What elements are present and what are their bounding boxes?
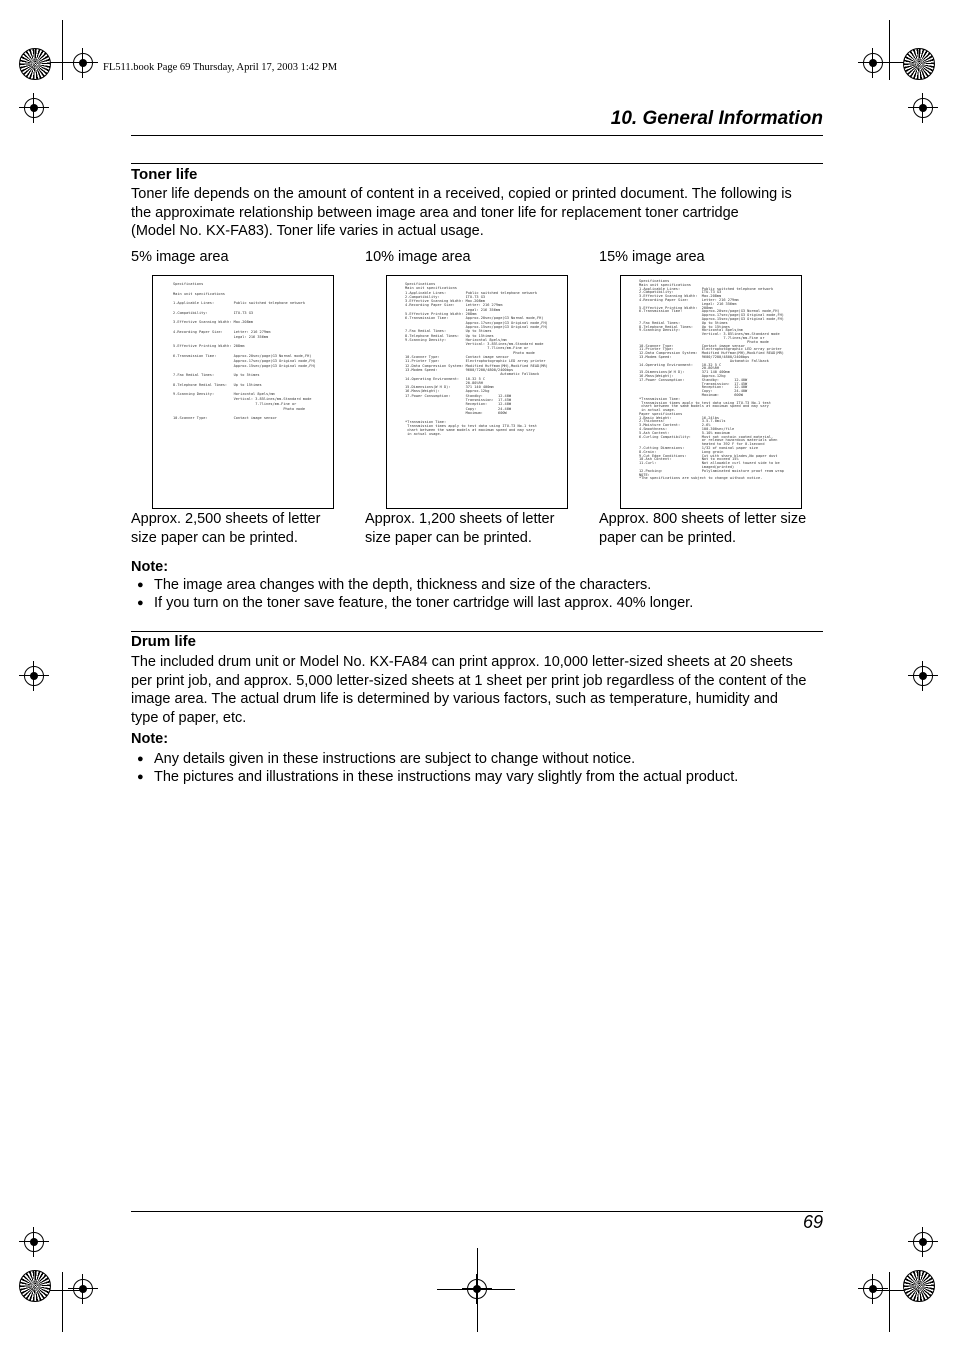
body-line: per print job, and approx. 5,000 letter-sized sheets at 1 sheet per print job regardless of the content of the [131,672,807,689]
intro-line: the approximate relationship between image area and toner life for replacement toner cartridge [131,204,739,221]
caption-line: Approx. 1,200 sheets of letter [365,511,555,527]
chapter-title: 10. General Information [610,108,823,129]
color-star-target-icon [19,1270,51,1302]
drum-note-heading: Note: [131,731,169,747]
sample-caption-5 [131,510,346,548]
intro-line: Toner life depends on the amount of content in a received, copied or printed document. The following is [131,186,792,202]
bullet-icon: ● [137,771,144,783]
crop-mark-bottom-center-h [437,1289,515,1290]
bullet-icon: ● [137,597,144,609]
crop-mark-top-left-v [62,20,63,80]
sample-label-10: 10% image area [365,249,471,265]
note-text: If you turn on the toner save feature, the toner cartridge will last approx. 40% longer. [154,595,694,611]
registration-target-icon [19,93,49,123]
header-rule [131,135,823,136]
note-text: The image area changes with the depth, thickness and size of the characters. [154,577,652,593]
caption-line: size paper can be printed. [131,530,298,546]
color-star-target-icon [903,48,935,80]
page-number: 69 [802,1212,823,1232]
caption-line: size paper can be printed. [365,530,532,546]
body-line: The included drum unit or Model No. KX-FA84 can print approx. 10,000 letter-sized sheets at 20 sheets [131,654,793,670]
registration-target-icon [858,48,888,78]
caption-line: Approx. 800 sheets of letter size [599,511,807,527]
sample-document-15-image: Specifications Main unit specifications 1.Applicable Lines: Public switched telephone network 2.Compatibility: ITU-T3 G3 3.Effective Scanning Width: Max.208mm 4.Recording Paper Size: Letter: 216 279mm Legal: 216 356mm 5.Effective Printing Width: 208mm 6.Transmission Time: Approx.20sec/page(G3 Normal mode,FH) Approx.17sec/page(G3 Original mode,FH) Approx.15sec/page(G3 Original mode,FH) 7.Fax Redial Times: Up to 5times 8.Telephone Redial Times: Up to 15times 9.Scanning Density: Horizontal 8pels/mm Vertical: 3.85lines/mm-Standard mode 7.7lines/mm-Fine or Photo mode 10.Scanner Type: Contact image sensor 11.Printer Type: Electrophotographic LED array printer 12.Data Compression System: Modified Huffman(MH),Modified READ(MR) 13.Modem Speed: 9600/7200/4800/2400bps Automatic Fallback 14.Operating Environment: 10-32 5 C 20-80%RH 15.Dimensions(W H D): 371 140 400mm 16.Mass(Weight): Approx.12kg 17.Power Consumption: Standby: 12-40W Transmission: 17-45W Reception: 12-40W Copy: 24-40W Maximum: 600W *Transmission Time: Transmission times apply to test data using ITU-T3 No.1 test chart between the same models at maximum speed and may vary in actual usage. Paper specifications 1.Basic Weight: 16-24lbs 2.Thickness: 3.5-7.0mils 3.Moisture Content: 2-6% 4.Smoothness: 100-300sec/file 5.Ash Content: 5-10% maximum 6.Curling Compatibility: Must not contain coated material, or release hazardous materials when heated to 392 F for 0.1second 7.Cutting Dimensions: 1/32 of nominal paper size 8.Grain: Long grain 9.Cut Edge Conditions: Cut with sharp blades,No paper dust 10.Ash Content: Not to exceed 15% 11.Curl: Not allowable curl toward side to be imaged(printed) 12.Packing: Polylaminated moisture proof ream wrap NOTE: *The specifications are subject to change without notice. [620,275,802,509]
toner-section-rule [131,163,823,164]
drum-life-heading: Drum life [131,633,197,650]
note-text: The pictures and illustrations in these instructions may vary slightly from the actual product. [154,769,739,785]
toner-life-heading: Toner life [131,166,198,183]
intro-line: (Model No. KX-FA83). Toner life varies in actual usage. [131,223,484,239]
registration-target-icon [908,93,938,123]
caption-line: Approx. 2,500 sheets of letter [131,511,321,527]
registration-target-icon [858,1274,888,1304]
registration-target-icon [19,1227,49,1257]
toner-life-intro [131,185,823,241]
crop-mark-bottom-right-v [889,1272,890,1332]
crop-mark-top-right-v [889,20,890,80]
crop-mark-bottom-left-v [62,1272,63,1332]
color-star-target-icon [19,48,51,80]
bullet-icon: ● [137,579,144,591]
sample-caption-10 [365,510,580,548]
toner-note-item [137,594,693,612]
sample-caption-15 [599,510,821,548]
sample-label-5: 5% image area [131,249,229,265]
drum-life-body [131,653,823,727]
drum-section-rule [131,631,823,632]
drum-note-item [137,768,738,786]
body-line: type of paper, etc. [131,709,247,726]
toner-note-item [137,576,651,594]
toner-note-heading: Note: [131,559,169,575]
file-stamp: FL511.book Page 69 Thursday, April 17, 2003 1:42 PM [103,62,338,73]
sample-label-15: 15% image area [599,249,705,265]
footer-rule [131,1211,823,1212]
registration-target-icon [68,1274,98,1304]
drum-note-item [137,750,635,768]
sample-document-5-image: Specifications Main unit specifications 1.Applicable Lines: Public switched telephone network 2.Compatibility: ITU-T3 G3 3.Effective Scanning Width: Max.208mm 4.Recording Paper Size: Letter: 216 279mm Legal: 216 356mm 5.Effective Printing Width: 208mm 6.Transmission Time: Approx.20sec/page(G3 Normal mode,FH) Approx.17sec/page(G3 Original mode,FH) Approx.15sec/page(G3 Original mode,FH) 7.Fax Redial Times: Up to 5times 8.Telephone Redial Times: Up to 15times 9.Scanning Density: Horizontal 8pels/mm Vertical: 3.85lines/mm-Standard mode 7.7lines/mm-Fine or Photo mode 10.Scanner Type: Contact image sensor [152,275,334,509]
caption-line: paper can be printed. [599,530,737,546]
crop-mark-bottom-center-v [477,1248,478,1332]
registration-target-icon [68,48,98,78]
color-star-target-icon [903,1270,935,1302]
registration-target-icon [908,661,938,691]
registration-target-icon [19,661,49,691]
bullet-icon: ● [137,753,144,765]
body-line: image area. The actual drum life is determined by various factors, such as temperature, humidity and [131,691,778,707]
note-text: Any details given in these instructions are subject to change without notice. [154,751,636,767]
sample-document-10-image: Specifications Main unit specifications 1.Applicable Lines: Public switched telephone network 2.Compatibility: ITU-T3 G3 3.Effective Scanning Width: Max.208mm 4.Recording Paper Size: Letter: 216 279mm Legal: 216 356mm 5.Effective Printing Width: 208mm 6.Transmission Time: Approx.20sec/page(G3 Normal mode,FH) Approx.17sec/page(G3 Original mode,FH) Approx.15sec/page(G3 Original mode,FH) 7.Fax Redial Times: Up to 5times 8.Telephone Redial Times: Up to 15times 9.Scanning Density: Horizontal 8pels/mm Vertical: 3.85lines/mm-Standard mode 7.7lines/mm-Fine or Photo mode 10.Scanner Type: Contact image sensor 11.Printer Type: Electrophotographic LED array printer 12.Data Compression System: Modified Huffman(MH),Modified READ(MR) 13.Modem Speed: 9600/7200/4800/2400bps Automatic Fallback 14.Operating Environment: 10-32 5 C 20-80%RH 15.Dimensions(W H D): 371 140 400mm 16.Mass(Weight): Approx.12kg 17.Power Consumption: Standby: 12-40W Transmission: 17-45W Reception: 12-40W Copy: 24-40W Maximum: 600W *Transmission Time: Transmission times apply to test data using ITU-T3 No.1 test chart between the same models at maximum speed and may vary in actual usage. [386,275,568,509]
registration-target-icon [908,1227,938,1257]
